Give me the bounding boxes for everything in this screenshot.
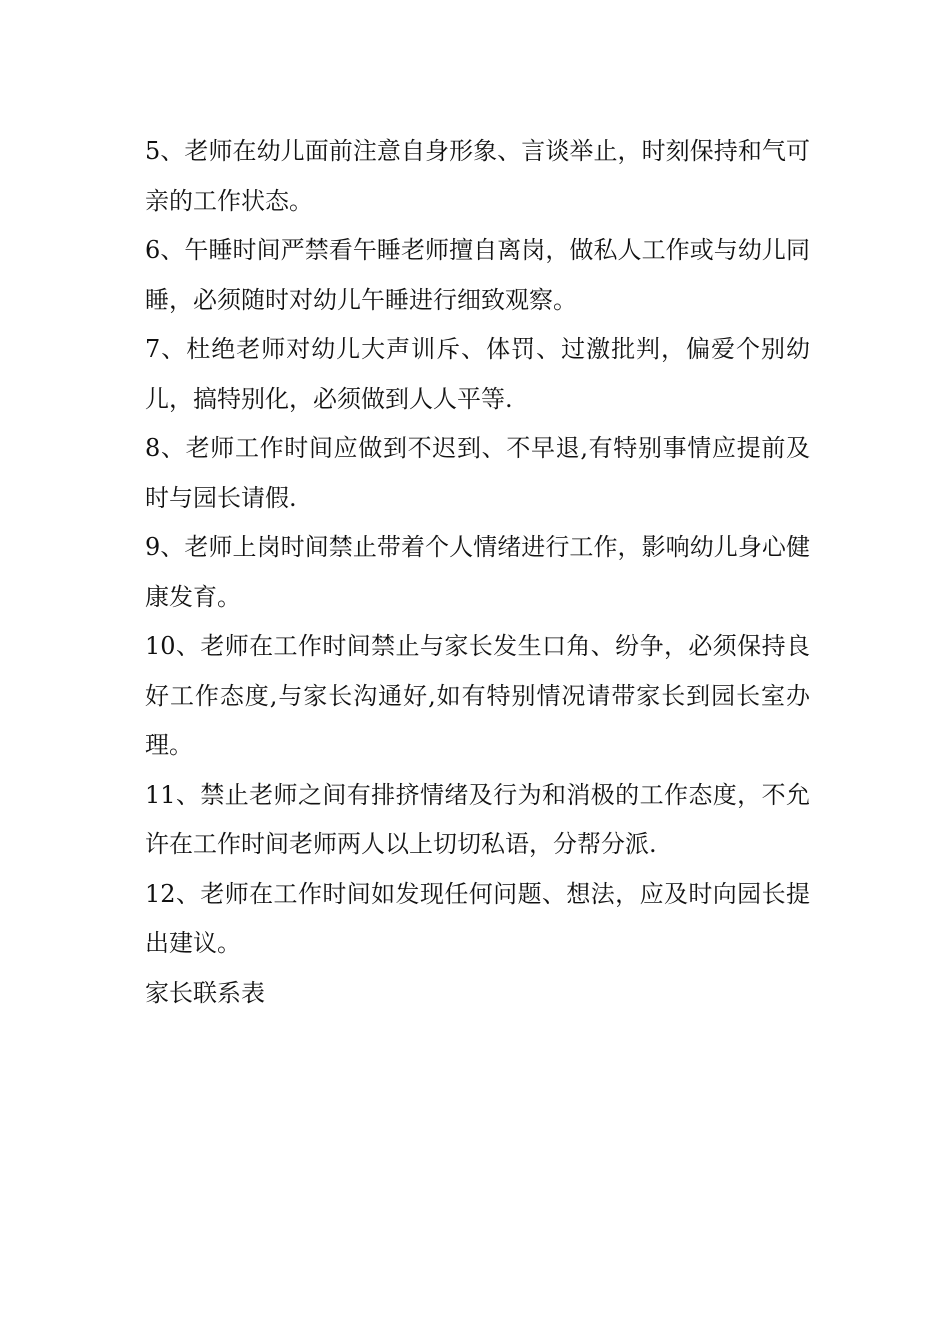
rule-item-7: 7、杜绝老师对幼儿大声训斥、体罚、过激批判，偏爱个别幼儿，搞特别化，必须做到人人平等. [145, 335, 810, 413]
document-body [145, 127, 810, 1018]
rule-item-5: 5、老师在幼儿面前注意自身形象、言谈举止，时刻保持和气可亲的工作状态。 [145, 137, 810, 215]
rule-item-12: 12、老师在工作时间如发现任何问题、想法，应及时向园长提出建议。 [145, 879, 810, 957]
section-heading-parent-contact: 家长联系表 [145, 978, 265, 1007]
rule-item-9: 9、老师上岗时间禁止带着个人情绪进行工作，影响幼儿身心健康发育。 [145, 533, 810, 611]
rule-item-6: 6、午睡时间严禁看午睡老师擅自离岗，做私人工作或与幼儿同睡，必须随时对幼儿午睡进行细致观察。 [145, 236, 810, 314]
rule-item-11: 11、禁止老师之间有排挤情绪及行为和消极的工作态度，不允许在工作时间老师两人以上切切私语，分帮分派. [145, 780, 810, 858]
rule-item-10: 10、老师在工作时间禁止与家长发生口角、纷争，必须保持良好工作态度,与家长沟通好,如有特别情况请带家长到园长室办理。 [145, 632, 810, 759]
rule-item-8: 8、老师工作时间应做到不迟到、不早退,有特别事情应提前及时与园长请假. [145, 434, 810, 512]
